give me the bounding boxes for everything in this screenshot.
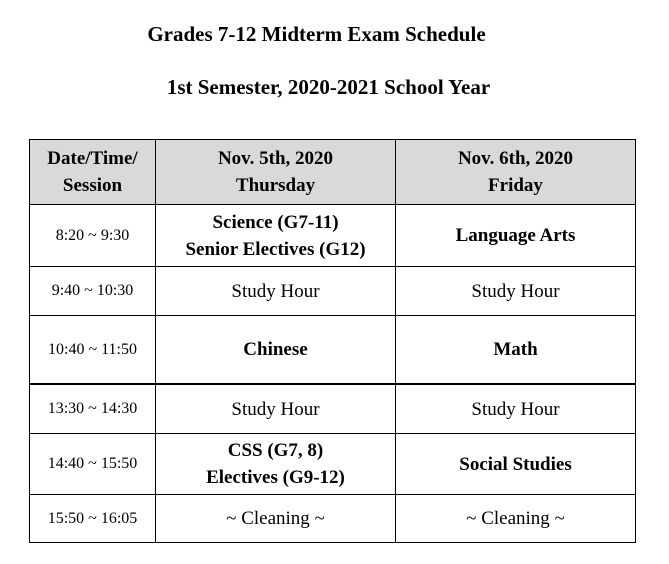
friday-exam [396, 267, 636, 316]
exam-line: Study Hour [231, 398, 320, 420]
exam-line: Study Hour [471, 398, 560, 420]
friday-exam [396, 495, 636, 543]
friday-exam [396, 384, 636, 434]
header-line: Thursday [235, 175, 316, 196]
header-line: Nov. 5th, 2020 [217, 148, 334, 169]
time-slot: 14:40 ~ 15:50 [30, 434, 156, 495]
table-row [30, 495, 636, 543]
time-slot: 15:50 ~ 16:05 [30, 495, 156, 543]
table-header-row [30, 140, 636, 205]
table-row [30, 434, 636, 495]
exam-line: Senior Electives (G12) [185, 238, 366, 260]
exam-line: Chinese [243, 339, 308, 360]
header-line: Date/Time/ [47, 148, 138, 169]
time-slot: 9:40 ~ 10:30 [30, 267, 156, 316]
header-date-time-session [30, 140, 156, 205]
header-line: Session [62, 175, 123, 196]
exam-line: Science (G7-11) [212, 211, 339, 233]
exam-line: Math [493, 339, 538, 360]
exam-line: ~ Cleaning ~ [466, 508, 565, 529]
exam-line: Study Hour [231, 280, 320, 302]
exam-line: Study Hour [471, 280, 560, 302]
friday-exam [396, 205, 636, 267]
exam-schedule-table [29, 139, 636, 543]
header-thursday [156, 140, 396, 205]
time-slot: 8:20 ~ 9:30 [30, 205, 156, 267]
header-line: Nov. 6th, 2020 [457, 148, 574, 169]
table-row [30, 205, 636, 267]
friday-exam [396, 316, 636, 385]
document-subtitle: 1st Semester, 2020-2021 School Year [166, 75, 491, 99]
document-title: Grades 7-12 Midterm Exam Schedule [147, 22, 486, 46]
thursday-exam [156, 267, 396, 316]
exam-line: Social Studies [459, 453, 572, 475]
exam-line: ~ Cleaning ~ [226, 508, 325, 529]
thursday-exam [156, 384, 396, 434]
exam-line: Language Arts [455, 225, 576, 246]
table-row [30, 384, 636, 434]
exam-line: Electives (G9-12) [206, 467, 345, 488]
thursday-exam [156, 316, 396, 385]
exam-line: CSS (G7, 8) [227, 440, 324, 461]
time-slot: 10:40 ~ 11:50 [30, 316, 156, 385]
header-friday [396, 140, 636, 205]
time-slot: 13:30 ~ 14:30 [30, 384, 156, 434]
friday-exam [396, 434, 636, 495]
table-row [30, 316, 636, 385]
thursday-exam [156, 205, 396, 267]
table-row [30, 267, 636, 316]
thursday-exam [156, 495, 396, 543]
header-line: Friday [488, 175, 543, 196]
thursday-exam [156, 434, 396, 495]
